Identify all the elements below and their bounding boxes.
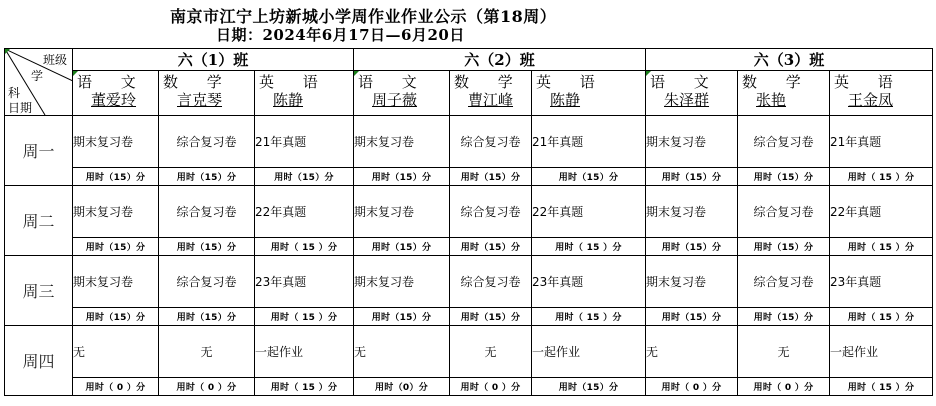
day-label: 周一	[5, 116, 73, 186]
homework-cell: 无	[159, 326, 255, 378]
teacher-name: 张艳	[756, 91, 787, 109]
homework-cell: 期末复习卷	[354, 256, 450, 308]
time-cell: 用时（ 15 ）分	[830, 168, 933, 186]
time-cell: 用时（ 0 ）分	[73, 378, 159, 396]
subject-header-cell	[354, 71, 450, 116]
teacher-name: 陈静	[550, 91, 581, 109]
subject-name: 语 文	[358, 73, 429, 91]
day-label: 周二	[5, 186, 73, 256]
date-range: 日期：2024年6月17日—6月20日	[216, 26, 465, 44]
subject-name: 数 学	[163, 73, 234, 91]
homework-cell: 21年真题	[532, 116, 646, 168]
homework-cell: 期末复习卷	[646, 116, 738, 168]
corner-label-date: 日期	[8, 101, 33, 115]
time-cell: 用时（15）分	[73, 168, 159, 186]
time-cell: 用时（15）分	[354, 238, 450, 256]
subject-header-cell	[532, 71, 646, 116]
homework-cell: 23年真题	[532, 256, 646, 308]
teacher-name: 言克琴	[177, 91, 223, 109]
homework-cell: 综合复习卷	[450, 186, 532, 238]
subject-header-cell	[159, 71, 255, 116]
corner-label-xue: 学	[31, 69, 44, 83]
time-cell: 用时（15）分	[450, 168, 532, 186]
time-cell: 用时（15）分	[255, 168, 354, 186]
page-title: 南京市江宁上坊新城小学周作业作业公示（第18周）	[170, 7, 557, 26]
teacher-name: 陈静	[273, 91, 304, 109]
time-cell: 用时（15）分	[450, 308, 532, 326]
homework-cell: 综合复习卷	[450, 116, 532, 168]
teacher-name: 朱泽群	[664, 91, 710, 109]
time-cell: 用时（15）分	[532, 378, 646, 396]
time-cell: 用时（15）分	[159, 308, 255, 326]
homework-cell: 无	[738, 326, 830, 378]
time-cell: 用时（15）分	[354, 168, 450, 186]
subject-header-cell	[255, 71, 354, 116]
subject-name: 语 文	[77, 73, 148, 91]
subject-header-cell	[73, 71, 159, 116]
time-cell: 用时（ 15 ）分	[532, 238, 646, 256]
time-cell: 用时（15）分	[738, 238, 830, 256]
time-cell: 用时（15）分	[159, 168, 255, 186]
time-cell: 用时（15）分	[450, 238, 532, 256]
subject-header-cell	[450, 71, 532, 116]
time-cell: 用时（15）分	[532, 168, 646, 186]
time-cell: 用时（ 15 ）分	[830, 238, 933, 256]
subject-name: 数 学	[742, 73, 813, 91]
homework-cell: 无	[450, 326, 532, 378]
subject-name: 英 语	[259, 73, 330, 91]
time-cell: 用时（15）分	[646, 168, 738, 186]
homework-cell: 综合复习卷	[738, 116, 830, 168]
time-cell: 用时（ 0 ）分	[646, 378, 738, 396]
time-cell: 用时（15）分	[646, 238, 738, 256]
day-label: 周四	[5, 326, 73, 396]
time-cell: 用时（15）分	[738, 168, 830, 186]
corner-header-cell	[5, 49, 73, 116]
time-cell: 用时（ 15 ）分	[830, 378, 933, 396]
time-cell: 用时（ 0 ）分	[450, 378, 532, 396]
homework-cell: 无	[73, 326, 159, 378]
subject-header-cell	[830, 71, 933, 116]
homework-cell: 期末复习卷	[646, 186, 738, 238]
homework-cell: 一起作业	[830, 326, 933, 378]
homework-cell: 22年真题	[830, 186, 933, 238]
class-header-2: 六（2）班	[354, 49, 646, 71]
homework-cell: 综合复习卷	[159, 116, 255, 168]
subject-header-cell	[738, 71, 830, 116]
homework-cell: 综合复习卷	[738, 186, 830, 238]
subject-name: 英 语	[536, 73, 607, 91]
time-cell: 用时（15）分	[73, 238, 159, 256]
homework-cell: 22年真题	[532, 186, 646, 238]
homework-cell: 期末复习卷	[646, 256, 738, 308]
homework-cell: 期末复习卷	[354, 116, 450, 168]
teacher-name: 周子薇	[372, 91, 418, 109]
day-label: 周三	[5, 256, 73, 326]
cell-marker	[5, 49, 10, 54]
homework-cell: 无	[354, 326, 450, 378]
homework-cell: 综合复习卷	[738, 256, 830, 308]
homework-cell: 综合复习卷	[159, 256, 255, 308]
subject-name: 数 学	[454, 73, 525, 91]
corner-label-class: 班级	[42, 53, 67, 67]
time-cell: 用时（ 15 ）分	[830, 308, 933, 326]
time-cell: 用时（ 15 ）分	[532, 308, 646, 326]
homework-cell: 综合复习卷	[159, 186, 255, 238]
homework-cell: 期末复习卷	[73, 116, 159, 168]
time-cell: 用时（ 15 ）分	[255, 308, 354, 326]
class-header-3: 六（3）班	[646, 49, 933, 71]
homework-cell: 综合复习卷	[450, 256, 532, 308]
time-cell: 用时（ 15 ）分	[255, 378, 354, 396]
time-cell: 用时（ 15 ）分	[255, 238, 354, 256]
time-cell: 用时（15）分	[646, 308, 738, 326]
teacher-name: 曹江峰	[468, 91, 514, 109]
homework-cell: 期末复习卷	[354, 186, 450, 238]
teacher-name: 董爱玲	[91, 91, 137, 109]
time-cell: 用时（15）分	[738, 308, 830, 326]
teacher-name: 王金凤	[848, 91, 894, 109]
homework-cell: 22年真题	[255, 186, 354, 238]
homework-cell: 23年真题	[255, 256, 354, 308]
subject-name: 英 语	[834, 73, 905, 91]
homework-table	[4, 48, 933, 396]
homework-cell: 23年真题	[830, 256, 933, 308]
homework-cell: 一起作业	[255, 326, 354, 378]
homework-cell: 21年真题	[830, 116, 933, 168]
class-header-1: 六（1）班	[73, 49, 354, 71]
time-cell: 用时（15）分	[354, 308, 450, 326]
subject-header-cell	[646, 71, 738, 116]
homework-cell: 期末复习卷	[73, 186, 159, 238]
time-cell: 用时（ 0 ）分	[159, 378, 255, 396]
subject-name: 语 文	[650, 73, 721, 91]
time-cell: 用时（ 0 ）分	[738, 378, 830, 396]
time-cell: 用时（0）分	[354, 378, 450, 396]
time-cell: 用时（15）分	[159, 238, 255, 256]
time-cell: 用时（15）分	[73, 308, 159, 326]
homework-cell: 一起作业	[532, 326, 646, 378]
homework-cell: 21年真题	[255, 116, 354, 168]
homework-cell: 期末复习卷	[73, 256, 159, 308]
homework-cell: 无	[646, 326, 738, 378]
corner-label-ke: 科	[8, 86, 21, 100]
